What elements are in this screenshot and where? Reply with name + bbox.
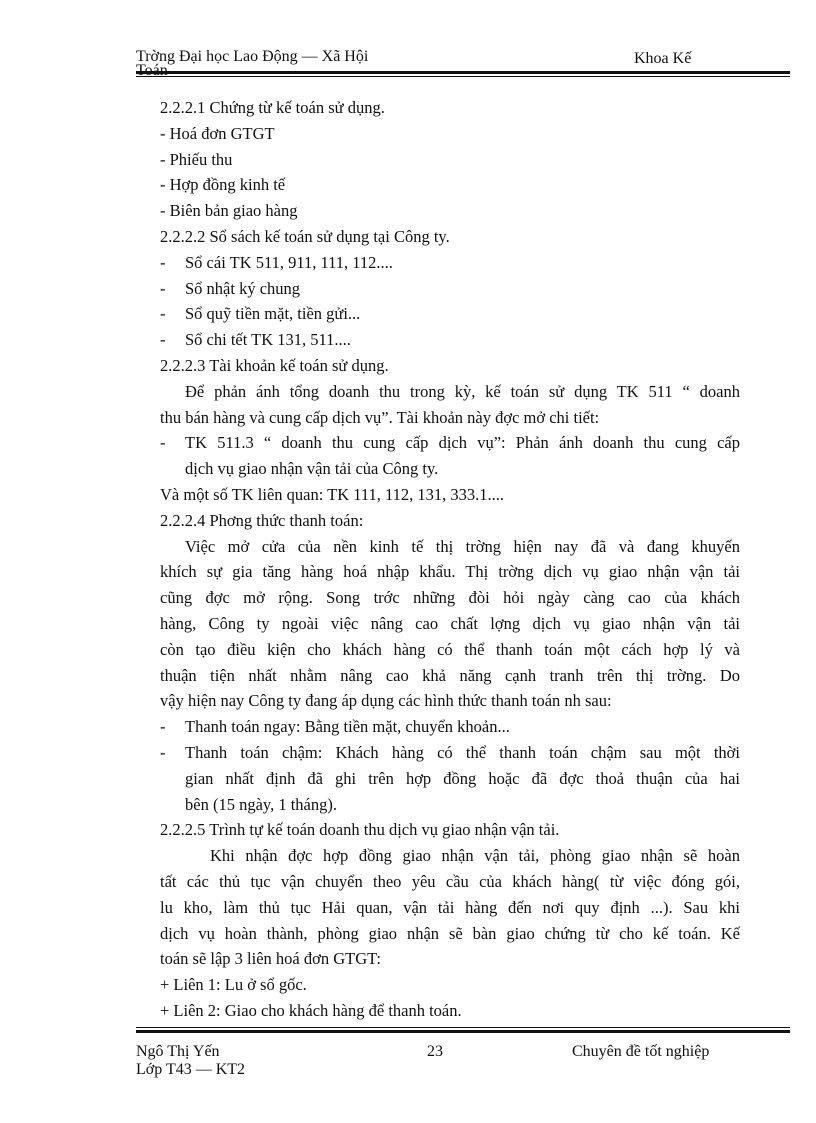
- list-item: - Hoá đơn GTGT: [160, 123, 275, 143]
- paragraph-line: toán sẽ lập 3 liên hoá đơn GTGT:: [160, 949, 381, 969]
- bullet-dash: -: [160, 330, 166, 350]
- bullet-dash: -: [160, 252, 166, 272]
- paragraph-line: hàng, Công ty ngoài việc nâng cao chất lợng dịch vụ giao nhận vận tải: [160, 613, 740, 633]
- bullet-dash: -: [160, 304, 166, 324]
- header-rule-thick: [136, 71, 790, 74]
- paragraph-line: cũng đợc mở rộng. Song trớc những đòi hỏi ngày càng cao của khách: [160, 588, 740, 608]
- paragraph-line: khích sự gia tăng hàng hoá nhập khẩu. Thị trờng dịch vụ giao nhận vận tải: [160, 562, 740, 582]
- bullet-item: [160, 250, 740, 276]
- paragraph-line: thuận tiện nhất nhằm nâng cao khả năng cạnh tranh trên thị trờng. Do: [160, 665, 740, 685]
- header-dept: Khoa Kế: [634, 50, 692, 67]
- bullet-item: [160, 430, 740, 456]
- list-item: + Liên 2: Giao cho khách hàng để thanh toán.: [160, 1000, 462, 1020]
- footer-rule-thin: [136, 1027, 790, 1028]
- header-rule-thin: [136, 76, 790, 77]
- heading-2-2-2-4: 2.2.2.4 Phơng thức thanh toán:: [160, 510, 364, 530]
- bullet-item: [160, 276, 740, 302]
- paragraph-line: lu kho, làm thủ tục Hải quan, vận tải hàng đến nơi quy định ...). Sau khi: [160, 897, 740, 917]
- list-item: + Liên 1: Lu ở sổ gốc.: [160, 975, 307, 995]
- paragraph-line: Việc mở cửa của nền kinh tế thị trờng hiện nay đã và đang khuyến: [185, 536, 740, 556]
- bullet-item: [160, 740, 740, 766]
- paragraph-line: Và một số TK liên quan: TK 111, 112, 131, 333.1....: [160, 484, 505, 504]
- footer-class: Lớp T43 — KT2: [136, 1061, 246, 1078]
- bullet-dash: -: [160, 433, 166, 453]
- bullet-text: Sổ quỹ tiền mặt, tiền gửi...: [185, 304, 361, 324]
- bullet-continuation: bên (15 ngày, 1 tháng).: [185, 794, 337, 814]
- bullet-dash: -: [160, 717, 166, 737]
- bullet-text: TK 511.3 “ doanh thu cung cấp dịch vụ”: Phản ánh doanh thu cung cấp: [185, 433, 740, 453]
- list-item: - Hợp đồng kinh tế: [160, 175, 286, 195]
- bullet-item: [160, 714, 740, 740]
- footer-doc-type: Chuyên đề tốt nghiệp: [572, 1043, 710, 1060]
- heading-2-2-2-5: 2.2.2.5 Trình tự kế toán doanh thu dịch vụ giao nhận vận tải.: [160, 820, 560, 840]
- bullet-item: [160, 301, 740, 327]
- paragraph-line: thu bán hàng và cung cấp dịch vụ”. Tài khoản này đợc mở chi tiết:: [160, 407, 600, 427]
- paragraph-line: dịch vụ hoàn thành, phòng giao nhận sẽ bàn giao chứng từ cho kế toán. Kế: [160, 923, 740, 943]
- paragraph-line: còn tạo điều kiện cho khách hàng có thể thanh toán một cách hợp lý và: [160, 639, 740, 659]
- list-item: - Biên bản giao hàng: [160, 201, 298, 221]
- bullet-text: Sổ nhật ký chung: [185, 278, 301, 298]
- page-body: [160, 95, 740, 1024]
- heading-2-2-2-3: 2.2.2.3 Tài khoản kế toán sử dụng.: [160, 355, 389, 375]
- page-number: 23: [427, 1043, 443, 1060]
- bullet-text: Thanh toán chậm: Khách hàng có thể thanh toán chậm sau một thời: [185, 742, 740, 762]
- paragraph-line: vậy hiện nay Công ty đang áp dụng các hình thức thanh toán nh sau:: [160, 691, 612, 711]
- heading-2-2-2-1: 2.2.2.1 Chứng từ kế toán sử dụng.: [160, 98, 385, 117]
- footer-rule-thick: [136, 1030, 790, 1033]
- paragraph-line: tất các thủ tục vận chuyển theo yêu cầu của khách hàng( từ việc đóng gói,: [160, 871, 740, 891]
- paragraph-line: Để phản ánh tổng doanh thu trong kỳ, kế toán sử dụng TK 511 “ doanh: [185, 381, 740, 401]
- bullet-continuation: gian nhất định đã ghi trên hợp đồng hoặc đã đợc thoả thuận của hai: [185, 768, 740, 788]
- bullet-dash: -: [160, 278, 166, 298]
- heading-2-2-2-2: 2.2.2.2 Sổ sách kế toán sử dụng tại Công ty.: [160, 226, 450, 246]
- bullet-item: [160, 327, 740, 353]
- footer-author-block: [136, 1043, 245, 1079]
- bullet-text: Sổ chi tết TK 131, 511....: [185, 330, 351, 350]
- bullet-dash: -: [160, 742, 166, 762]
- bullet-text: Sổ cái TK 511, 911, 111, 112....: [185, 252, 393, 272]
- header-school-name: Trờng Đại học Lao Động — Xã Hội: [136, 48, 369, 65]
- paragraph-line: Khi nhận đợc hợp đồng giao nhận vận tải, phòng giao nhận sẽ hoàn: [210, 846, 740, 866]
- list-item: - Phiếu thu: [160, 149, 233, 169]
- bullet-continuation: dịch vụ giao nhận vận tải của Công ty.: [185, 459, 439, 479]
- bullet-text: Thanh toán ngay: Bằng tiền mặt, chuyển khoản...: [185, 717, 510, 737]
- footer-author: Ngô Thị Yến: [136, 1043, 220, 1060]
